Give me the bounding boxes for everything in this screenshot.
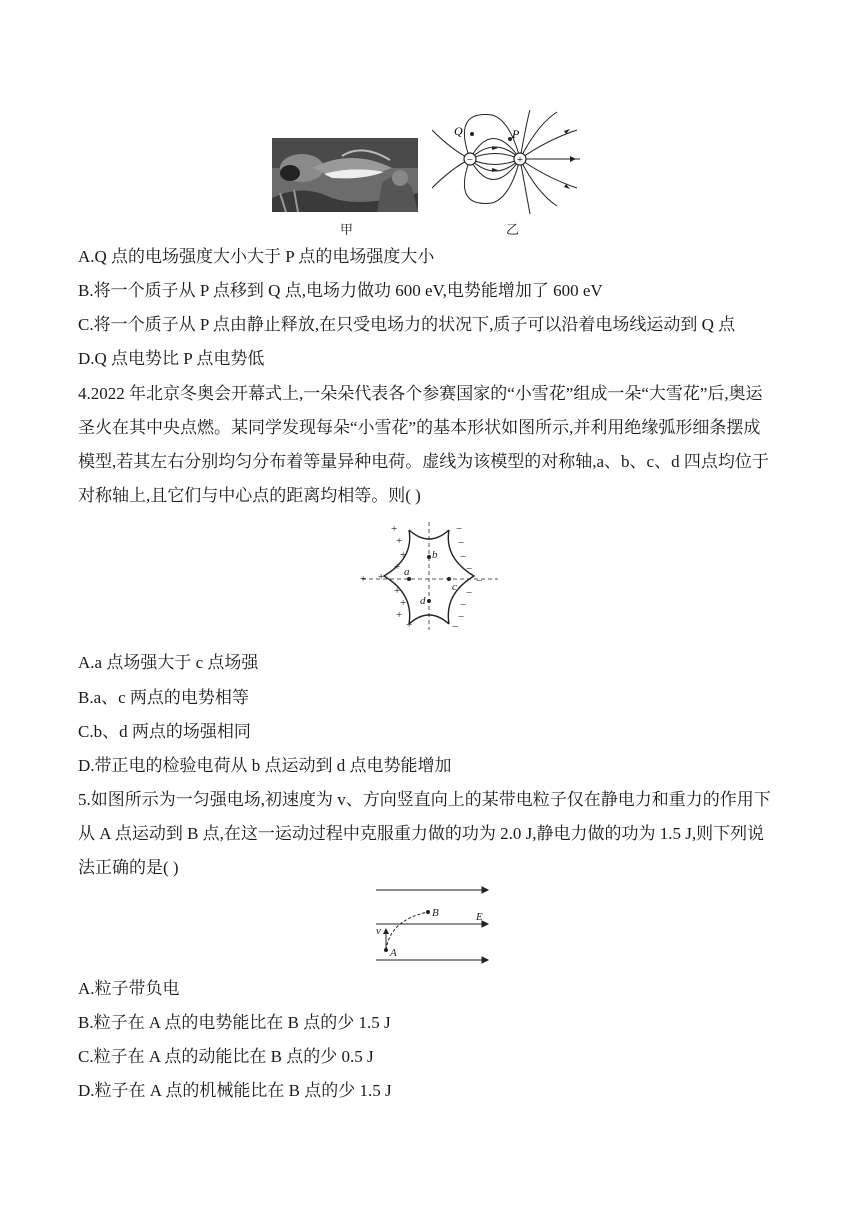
q4-option-b: B.a、c 两点的电势相等 (78, 688, 249, 707)
figure-jia-photo (272, 138, 418, 212)
minus-sign: − (452, 621, 459, 632)
minus-sign: − (460, 599, 467, 611)
q4-stem-line-4: 对称轴上,且它们与中心点的距离均相等。则( ) (78, 486, 421, 505)
q3-option-a: A.Q 点的电场强度大小大于 P 点的电场强度大小 (78, 247, 435, 266)
point-b-label: B (432, 907, 439, 919)
minus-sign: − (466, 563, 473, 575)
q3-option-d: D.Q 点电势比 P 点电势低 (78, 349, 265, 368)
q5-option-a: A.粒子带负电 (78, 979, 180, 998)
point-a-label: A (390, 947, 397, 959)
figure-yi-field-lines (432, 110, 582, 216)
q4-stem-line-2: 圣火在其中央点燃。某同学发现每朵“小雪花”的基本形状如图所示,并利用绝缘弧形细条摆成 (78, 418, 761, 437)
caption-yi: 乙 (506, 223, 520, 238)
ceremony-photo-image (272, 138, 418, 212)
caption-jia: 甲 (340, 223, 354, 238)
minus-sign: − (458, 611, 465, 623)
uniform-field-figure (372, 884, 492, 966)
minus-sign: − (476, 575, 483, 587)
minus-sign: − (458, 537, 465, 549)
q5-option-d: D.粒子在 A 点的机械能比在 B 点的少 1.5 J (78, 1081, 392, 1100)
plus-sign: + (360, 573, 367, 585)
point-p-label: P (512, 127, 520, 141)
positive-charge-label: + (516, 154, 524, 166)
q3-option-c: C.将一个质子从 P 点由静止释放,在只受电场力的状况下,质子可以沿着电场线运动到 Q 点 (78, 315, 736, 334)
minus-sign: − (456, 523, 463, 535)
point-q-label: Q (454, 124, 463, 138)
plus-sign: + (394, 561, 401, 573)
field-e-label: E (476, 911, 483, 923)
snowflake-diagram (356, 520, 502, 632)
plus-sign: + (400, 597, 407, 609)
minus-sign: − (460, 551, 467, 563)
minus-sign: − (466, 587, 473, 599)
plus-sign: + (406, 619, 413, 631)
plus-sign: + (391, 523, 398, 535)
velocity-v-label: v (376, 925, 381, 937)
plus-sign: + (400, 549, 407, 561)
plus-sign: + (396, 535, 403, 547)
point-a-label: a (404, 566, 410, 578)
q4-stem-line-3: 模型,若其左右分别均匀分布着等量异种电荷。虚线为该模型的对称轴,a、b、c、d 四点均位于 (78, 452, 769, 471)
point-b-label: b (432, 549, 438, 561)
q3-option-b: B.将一个质子从 P 点移到 Q 点,电场力做功 600 eV,电势能增加了 600 eV (78, 281, 603, 300)
plus-sign: + (394, 585, 401, 597)
q4-stem-line-1: 4.2022 年北京冬奥会开幕式上,一朵朵代表各个参赛国家的“小雪花”组成一朵“大雪花”后,奥运 (78, 384, 763, 403)
point-d-label: d (420, 595, 426, 607)
negative-charge-label: − (466, 154, 474, 166)
point-c-label: c (452, 581, 457, 593)
q5-option-c: C.粒子在 A 点的动能比在 B 点的少 0.5 J (78, 1047, 374, 1066)
q4-option-c: C.b、d 两点的场强相同 (78, 722, 251, 741)
q5-stem-line-2: 从 A 点运动到 B 点,在这一运动过程中克服重力做的功为 2.0 J,静电力做的功为 1.5 J,则下列说 (78, 824, 765, 843)
plus-sign: + (396, 609, 403, 621)
q4-option-a: A.a 点场强大于 c 点场强 (78, 653, 259, 672)
q4-option-d: D.带正电的检验电荷从 b 点运动到 d 点电势能增加 (78, 756, 452, 775)
q5-option-b: B.粒子在 A 点的电势能比在 B 点的少 1.5 J (78, 1013, 391, 1032)
snowflake-model-figure (356, 520, 502, 632)
q5-stem-line-1: 5.如图所示为一匀强电场,初速度为 v、方向竖直向上的某带电粒子仅在静电力和重力的作用下 (78, 790, 771, 809)
dipole-field-diagram (432, 110, 582, 216)
uniform-field-diagram (372, 884, 492, 966)
plus-sign: + (378, 571, 385, 583)
q5-stem-line-3: 法正确的是( ) (78, 858, 179, 877)
